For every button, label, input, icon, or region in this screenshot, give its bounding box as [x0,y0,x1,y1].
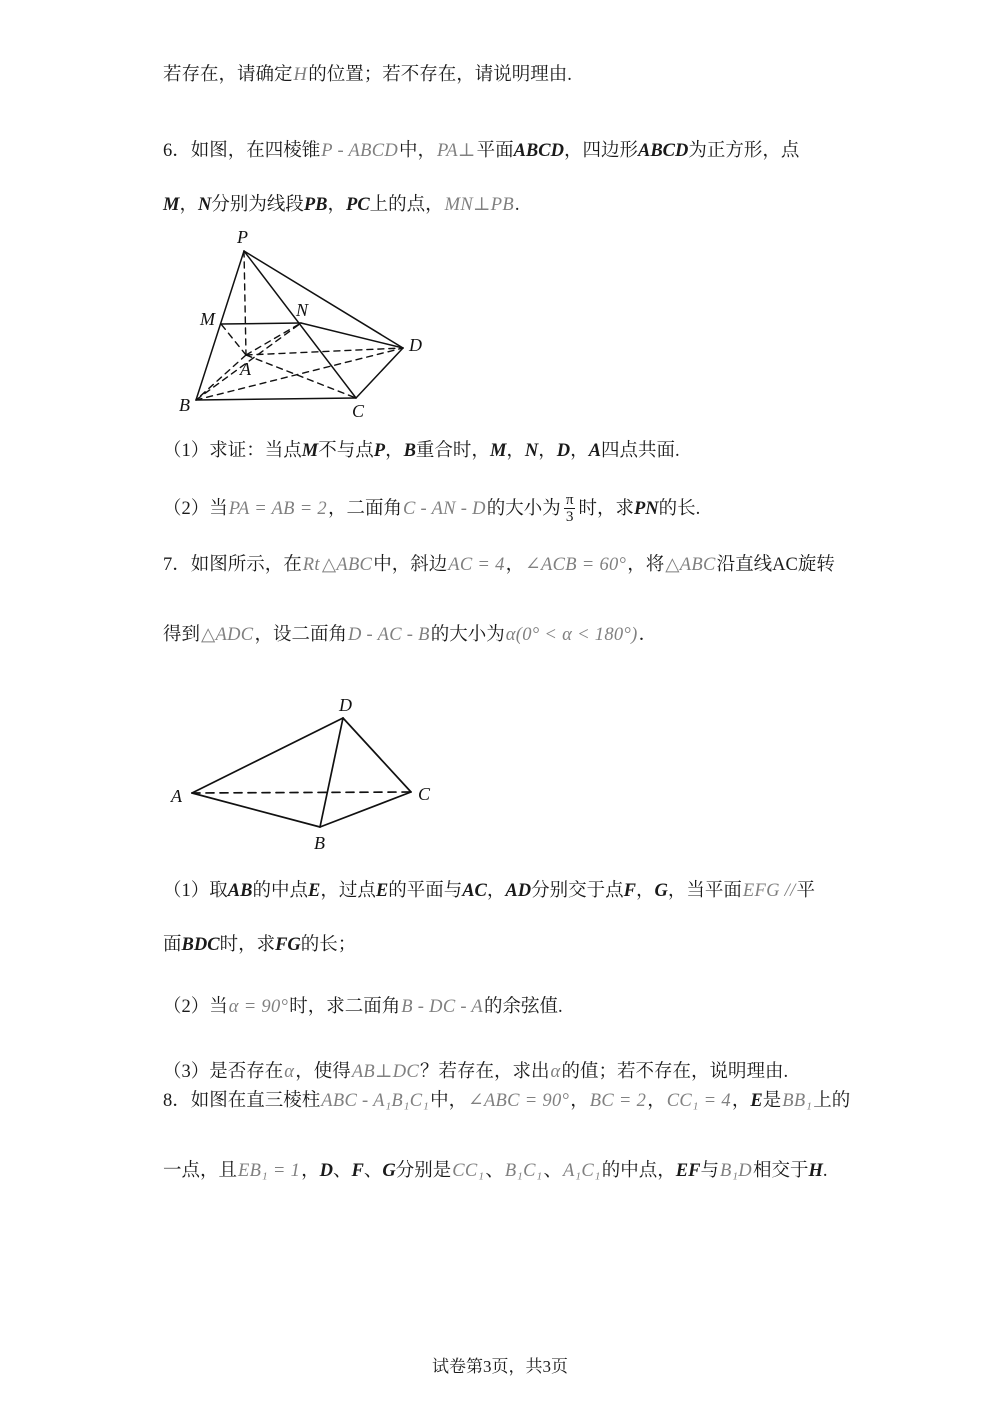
p7-p2-t2: 时，求二面角 [289,996,401,1017]
edge-BC [320,792,411,827]
p8-l2-b1: D [319,1160,334,1181]
p6-p1-t4: 重合时， [415,441,490,461]
p8-math-B1C1: B₁C₁ [504,1160,543,1181]
fig1-label-D: D [409,335,422,355]
p8-math-EB1-1: EB₁ = 1 [238,1160,301,1181]
p7-p1c-t3: 的长； [300,934,357,955]
edge-CD [356,348,403,398]
p7-p1-b1: AB [227,881,253,901]
p7-t4: ，将 [627,555,665,575]
fig2-label-C: C [418,784,431,804]
p8-t5: ， [731,1091,751,1111]
p7-p1-t6: 分别交于点 [531,881,624,901]
problem6-number: 6． [163,140,191,161]
p6-p1-t8: 四点共面. [601,441,680,461]
edge-BC [196,398,356,400]
p6-p1-b2: P [373,441,386,461]
p6-t11: 上的点， [369,194,444,215]
p7-p2-t1: 当 [209,996,228,1017]
p7-l2-t4: ． [638,624,658,645]
fig1-label-M: M [200,309,215,329]
edge-BD-dashed [196,348,403,400]
p7-part1-marker: （1） [163,881,210,901]
p7-p3-math-alpha-2: α [550,1062,561,1083]
p6-p1-t1: 求证：当点 [209,441,302,461]
p7-t3: ， [505,555,525,575]
fig1-label-B: B [179,395,190,415]
edge-AN-dashed [246,323,301,355]
p8-l2-t5: 分别是 [395,1160,452,1181]
p8-math-B1D: B₁D [719,1160,752,1181]
problem7-part1 [163,878,873,906]
p6-p2-b1: PN [633,498,659,519]
p6-t4: ，四边形 [563,140,638,161]
p7-p1c-b1: BDC [181,934,220,955]
p7-p1-t5: ， [486,881,506,901]
p7-p1-t7: ， [635,881,655,901]
problem6-parts [163,438,863,551]
p7-p3-t2: ，使得 [295,1062,351,1083]
p7-p1c-b2: FG [275,934,301,955]
p7-p1-b4: AC [462,881,487,901]
p6-t7: ， [179,194,198,215]
problem6-part1 [163,438,863,466]
p8-l2-b2: F [351,1160,364,1181]
p8-l2-t2: ， [301,1160,320,1181]
p7-t1: 如图所示，在 [190,555,302,575]
fig1-label-C: C [352,401,365,421]
edge-PD [244,251,403,348]
p7-p1-t9: 平 [796,881,816,901]
p7-p1-b3: E [375,881,389,901]
fraction-denominator: 3 [564,508,576,525]
p7-math-alpha-range: α(0° < α < 180°) [505,624,638,645]
p8-l2-b5: H [808,1160,823,1181]
p6-p2-t2: ，二面角 [327,498,402,519]
p8-math-CC1: CC₁ [452,1160,485,1181]
page-footer: 试卷第3页，共3页 [432,1357,568,1376]
p6-t10: ， [327,194,347,215]
p7-p2-math-alpha-90: α = 90° [228,996,289,1017]
p6-p1-b7: A [588,441,602,461]
edge-AC-dashed [192,792,411,793]
problem8-line1 [163,1088,883,1116]
p7-p1-b2: E [307,881,321,901]
p7-p1c-t1: 面 [163,934,182,955]
problem8-number: 8． [163,1091,191,1111]
edge-AB [192,793,320,827]
problem7-stem-line1 [163,552,873,580]
p7-t5: 沿直线 [716,555,773,575]
p6-p1-b3: B [403,441,416,461]
p7-l2-t2: ，设二面角 [254,624,347,645]
edge-MN [221,323,301,324]
p7-p2-math-dihedral-B-DC-A: B - DC - A [401,996,484,1017]
p7-p1-t3: ，过点 [320,881,376,901]
problem6-part2 [163,492,863,525]
page-content [163,62,853,245]
fig2-label-A: A [171,786,182,806]
p8-math-A1C1: A₁C₁ [563,1160,601,1181]
p7-p1-t2: 的中点 [252,881,308,901]
p7-math-Rt: Rt [302,555,320,575]
problem6-stem-line1 [163,138,853,166]
edge-AM-dashed [221,324,246,355]
p8-l2-b4: EF [675,1160,701,1181]
p6-p2-t3: 的大小为 [486,498,561,519]
p7-l2-t3: 的大小为 [430,624,505,645]
edge-AD-dashed [246,348,403,355]
p6-part1-marker: （1） [163,441,210,461]
p8-t3: ， [570,1091,589,1111]
p7-math-dihedral-D-AC-B: D - AC - B [347,624,430,645]
edge-DB [320,718,343,827]
edge-PC [244,251,356,398]
p8-l2-t10: 相交于 [752,1160,809,1181]
problem7-part3 [163,1059,873,1087]
p8-t6: 是 [762,1091,782,1111]
p7-math-angle-ACB: ∠ACB = 60° [525,555,627,575]
p6-math-pyramid: P - ABCD [321,140,399,161]
p6-t12: . [514,194,520,215]
p6-t1: 如图，在四棱锥 [190,140,321,161]
p6-p2-math-dihedral: C - AN - D [402,498,486,519]
problem7-part2 [163,994,873,1022]
edge-AB-dashed [196,355,246,400]
p8-t7: 上的 [813,1091,851,1111]
p6-p1-t7: ， [570,441,589,461]
p6-b4: PC [346,194,370,215]
p7-p3-t1: 是否存在 [209,1062,284,1083]
p8-math-BC-2: BC = 2 [589,1091,647,1111]
problem7-parts [163,878,873,1113]
p6-p1-b6: D [556,441,571,461]
p6-t5: 为正方形，点 [688,140,800,161]
p6-t3: 平面 [476,140,514,161]
top-text-after: 的位置；若不存在，请说明理由. [308,65,572,85]
top-math-H: H [293,65,308,85]
p7-part3-marker: （3） [163,1062,210,1083]
p8-math-prism: ABC - A₁B₁C₁ [321,1091,430,1111]
p8-l2-t11: . [822,1160,828,1181]
p8-l2-b3: G [382,1160,396,1181]
problem8 [163,1088,883,1212]
p6-t9: 分别为线段 [211,194,304,215]
p8-t4: ， [647,1091,666,1111]
p6-p1-t5: ， [506,441,525,461]
p6-p2-fraction-pi-over-3 [564,492,576,525]
p7-math-triangle-ABC: △ABC [321,555,373,575]
p8-math-CC1-4: CC₁ = 4 [666,1091,731,1111]
p7-p1-t8: ，当平面 [667,881,742,901]
p8-l2-t3: 、 [333,1160,352,1181]
edge-PB [196,251,244,400]
p8-l2-t1: 一点，且 [163,1160,238,1181]
p7-math-triangle-ABC-2: △ABC [665,555,716,575]
p7-p2-t3: 的余弦值. [484,996,563,1017]
problem7-stem-line2 [163,622,873,650]
p6-b3: PB [303,194,328,215]
p7-p1-t4: 的平面与 [388,881,463,901]
problem7-number: 7． [163,555,191,575]
spacer [163,116,853,138]
problem7-stem [163,552,873,676]
fraction-numerator: π [565,490,574,508]
p8-math-BB1: BB₁ [782,1091,813,1111]
p6-math-PA-perp: PA⊥ [437,140,476,161]
edge-AD [192,718,343,793]
p6-b1: ABCD [513,140,564,161]
p7-p1-b5: AD [505,881,532,901]
fig2-label-B: B [314,833,325,853]
p6-p1-b5: N [524,441,539,461]
p7-p3-t3: ？若存在，求出 [420,1062,550,1083]
p6-part2-marker: （2） [163,498,210,519]
p7-p1-b6: F [623,881,636,901]
p6-t2: 中， [399,140,437,161]
p7-part2-marker: （2） [163,996,210,1017]
top-text-before: 若存在，请确定 [163,65,293,85]
p7-t7: 旋转 [797,555,835,575]
p6-p2-t4: 时，求 [578,498,634,519]
p8-l2-t7: 、 [543,1160,563,1181]
problem8-line2 [163,1158,883,1186]
p7-math-triangle-ADC: △ADC [201,624,254,645]
p6-p2-t5: 的长. [658,498,701,519]
p8-l2-t9: 与 [700,1160,719,1181]
p6-t6: M [163,194,180,215]
p8-l2-t8: 的中点， [601,1160,676,1181]
edge-PA-dashed [244,251,246,355]
p7-p1-b7: G [654,881,668,901]
p7-p3-t4: 的值；若不存在，说明理由. [561,1062,789,1083]
p7-p1c-t2: 时，求 [219,934,276,955]
p7-p1-math-EFG-parallel: EFG // [742,881,796,901]
problem7-part1-cont [163,932,873,960]
p7-t2: 中，斜边 [373,555,448,575]
p6-p2-t1: 当 [209,498,228,519]
p8-l2-t4: 、 [363,1160,383,1181]
p8-b1: E [750,1091,763,1111]
p6-t8: N [197,194,212,215]
p6-p1-t2: 不与点 [318,441,374,461]
top-continuation-line [163,62,853,90]
p7-l2-t1: 得到 [163,624,201,645]
p6-p1-t6: ， [538,441,557,461]
fig1-label-P: P [237,227,248,247]
fig1-label-A: A [240,359,251,379]
p7-math-AC-4: AC = 4 [448,555,505,575]
p6-p1-b4: M [489,441,507,461]
p8-l2-t6: 、 [485,1160,504,1181]
p6-p2-math-PA-AB: PA = AB = 2 [228,498,327,519]
p8-t2: 中， [430,1091,468,1111]
p8-t1: 如图在直三棱柱 [190,1091,321,1111]
edge-AC-dashed [246,355,356,398]
edge-ND [301,323,403,348]
p6-p1-t3: ， [385,441,404,461]
p7-p1-t1: 取 [209,881,228,901]
p6-math-MN-perp-PB: MN⊥PB [444,194,514,215]
p7-p3-math-alpha: α [284,1062,295,1083]
p6-b2: ABCD [637,140,689,161]
fig1-label-N: N [296,300,309,320]
p7-p3-math-AB-perp-DC: AB⊥DC [351,1062,420,1083]
edge-BN-dashed [196,323,301,400]
p7-t6: AC [772,555,798,575]
p6-p1-b1: M [301,441,319,461]
problem6-stem-line2 [163,192,853,220]
edge-DC [343,718,411,792]
fig2-label-D: D [339,695,352,715]
p8-math-angle-ABC: ∠ABC = 90° [468,1091,570,1111]
